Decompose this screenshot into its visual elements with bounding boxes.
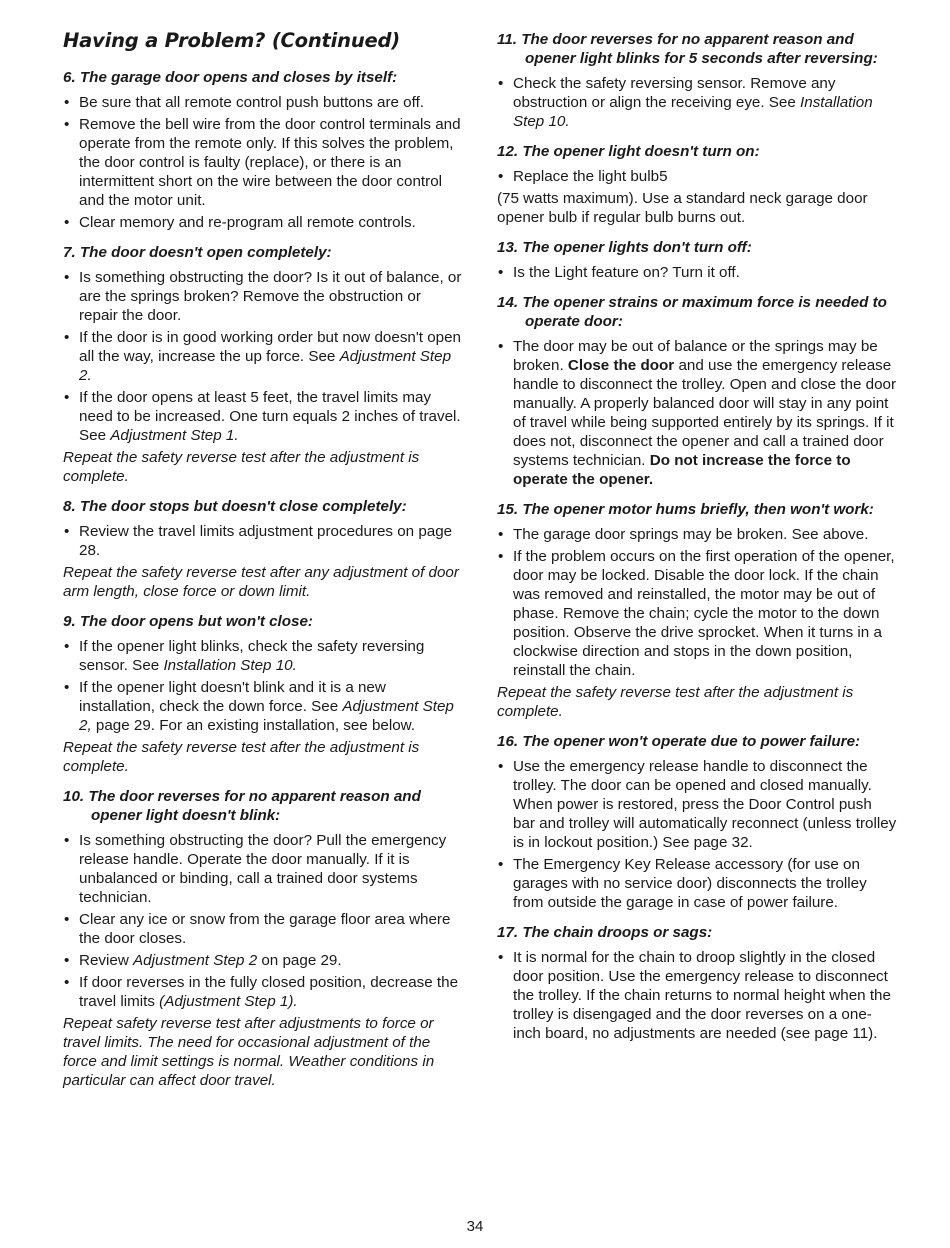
bullet-icon: • [498,548,504,565]
section-heading: 16. The opener won't operate due to power failure: [497,733,861,750]
bullet-icon: • [64,952,70,969]
list-item: • Is the Light feature on? Turn it off. [498,264,740,281]
bullet-icon: • [64,389,70,406]
section-heading: 15. The opener motor hums briefly, then won't work: [497,501,874,518]
bullet-icon: • [498,758,504,775]
list-item: • If the door is in good working order but now doesn't open all the way, increase the up force. See Adjustment Step 2. [64,329,461,384]
bullet-icon: • [498,264,504,281]
bullet-list [63,831,463,1011]
list-item: • Be sure that all remote control push buttons are off. [64,94,425,111]
cross-reference: Adjustment Step 2 [133,952,258,969]
cross-reference: Installation Step 10. [513,94,873,130]
list-item: • Is something obstructing the door? Pull the emergency release handle. Operate the door manually. If it is unbalanced or binding, call a trained door systems technician. [64,832,447,906]
page-number: 34 [466,1218,484,1235]
bullet-icon: • [64,832,70,849]
list-item: • If the problem occurs on the first operation of the opener, door may be locked. Disable the door lock. If the chain was removed and reinstalled, the motor may be out of phase. Remove the chain; cycle the motor to the down position. Observe the drive sprocket. When it turns in a clockwise direction and stops in the down position, reinstall the chain. [498,548,895,679]
section-heading: 14. The opener strains or maximum force is needed to operate door: [497,294,887,330]
bullet-icon: • [498,338,504,355]
section-heading: 17. The chain droops or sags: [497,924,713,941]
list-item: • Replace the light bulb5 [498,168,668,185]
list-item: • Clear any ice or snow from the garage floor area where the door closes. [64,911,451,947]
cross-reference: (Adjustment Step 1). [159,993,298,1010]
safety-note: Repeat the safety reverse test after the adjustment is complete. [63,449,420,485]
list-item: • Review the travel limits adjustment procedures on page 28. [64,523,453,559]
section-9 [63,612,463,776]
bulb-note: (75 watts maximum). Use a standard neck garage door opener bulb if regular bulb burns out. [497,190,868,226]
list-item: • If the door opens at least 5 feet, the travel limits may need to be increased. One turn equals 2 inches of travel. See Adjustment Step 1. [64,389,461,444]
cross-reference: Adjustment Step 2, [79,698,454,734]
list-item: • Clear memory and re-program all remote controls. [64,214,416,231]
list-item: • Is something obstructing the door? Is it out of balance, or are the springs broken? Remove the obstruction or repair the door. [64,269,462,324]
emphasis-text: Close the door [567,357,675,374]
bullet-icon: • [64,523,70,540]
bullet-list [497,263,897,282]
list-item: • Review Adjustment Step 2 on page 29. [64,952,342,969]
section-heading: 8. The door stops but doesn't close completely: [63,498,407,515]
section-heading: 7. The door doesn't open completely: [63,244,332,261]
section-6 [63,68,463,232]
bullet-icon: • [498,856,504,873]
bullet-list [497,525,897,680]
cross-reference: Adjustment Step 2. [79,348,452,384]
bullet-icon: • [64,679,70,696]
bullet-icon: • [64,94,70,111]
bullet-icon: • [498,949,504,966]
section-heading: 6. The garage door opens and closes by itself: [63,69,398,86]
list-item: • The garage door springs may be broken. See above. [498,526,869,543]
list-item: • It is normal for the chain to droop slightly in the closed door position. Use the emergency release to disconnect the trolley. If the chain returns to normal height when the trolley is disengaged and the door reverses on a one-inch board, no adjustments are needed (see page 11). [498,949,891,1042]
bullet-icon: • [498,75,504,92]
cross-reference: Installation Step 10. [163,657,297,674]
bullet-icon: • [64,269,70,286]
section-heading: 10. The door reverses for no apparent reason and opener light doesn't blink: [63,788,421,824]
bullet-icon: • [64,638,70,655]
list-item: • The door may be out of balance or the springs may be broken. Close the door and use the emergency release handle to disconnect the trolley. Open and close the door manually. A properly balanced door will stay in any point of travel while being supported entirely by its springs. If it does not, disconnect the opener and call a trained door systems technician. Do not increase the force to operate the opener. [498,338,897,488]
bullet-icon: • [64,974,70,991]
section-10 [63,787,463,1090]
bullet-list [63,522,463,560]
section-heading: 13. The opener lights don't turn off: [497,239,752,256]
bullet-list [497,167,897,186]
page-title: Having a Problem? (Continued) [63,29,401,52]
list-item: • If the opener light blinks, check the safety reversing sensor. See Installation Step 10. [64,638,425,674]
left-column [63,68,463,1093]
section-heading: 9. The door opens but won't close: [63,613,313,630]
bullet-icon: • [64,911,70,928]
list-item: • Use the emergency release handle to disconnect the trolley. The door can be opened and closed manually. When power is restored, press the Door Control push bar and trolley will automatically reconnect (unless trolley is in lockout position.) See page 32. [498,758,897,851]
list-item: • The Emergency Key Release accessory (for use on garages with no service door) disconnects the trolley from outside the garage in case of power failure. [498,856,867,911]
bullet-list [497,948,897,1043]
bullet-icon: • [64,214,70,231]
bullet-list [63,268,463,445]
section-12 [497,142,897,227]
list-item: • If the opener light doesn't blink and it is a new installation, check the down force. See Adjustment Step 2, page 29. For an existing installation, see below. [64,679,454,734]
bullet-list [63,637,463,735]
section-13 [497,238,897,282]
section-17 [497,923,897,1043]
list-item: • Check the safety reversing sensor. Remove any obstruction or align the receiving eye. See Installation Step 10. [498,75,873,130]
warning-text: Do not increase the force to operate the opener. [513,452,851,488]
bullet-icon: • [498,168,504,185]
section-heading: 12. The opener light doesn't turn on: [497,143,760,160]
bullet-list [497,757,897,912]
bullet-icon: • [64,329,70,346]
bullet-list [497,337,897,489]
bullet-list [497,74,897,131]
bullet-list [63,93,463,232]
section-7 [63,243,463,486]
section-11 [497,30,897,131]
section-16 [497,732,897,912]
safety-note: Repeat safety reverse test after adjustments to force or travel limits. The need for occasional adjustment of the force and limit settings is normal. Weather conditions in particular can affect door travel. [63,1015,435,1089]
section-heading: 11. The door reverses for no apparent reason and opener light blinks for 5 seconds after reversing: [497,31,878,67]
right-column [497,30,897,1046]
list-item: • If door reverses in the fully closed position, decrease the travel limits (Adjustment Step 1). [64,974,459,1010]
safety-note: Repeat the safety reverse test after the adjustment is complete. [497,684,854,720]
section-14 [497,293,897,489]
safety-note: Repeat the safety reverse test after the adjustment is complete. [63,739,420,775]
cross-reference: Adjustment Step 1. [110,427,239,444]
safety-note: Repeat the safety reverse test after any adjustment of door arm length, close force or down limit. [63,564,459,600]
section-8 [63,497,463,601]
section-15 [497,500,897,721]
list-item: • Remove the bell wire from the door control terminals and operate from the remote only. If this solves the problem, the door control is faulty (replace), or there is an intermittent short on the wire between the door control and the motor unit. [64,116,461,209]
bullet-icon: • [64,116,70,133]
bullet-icon: • [498,526,504,543]
